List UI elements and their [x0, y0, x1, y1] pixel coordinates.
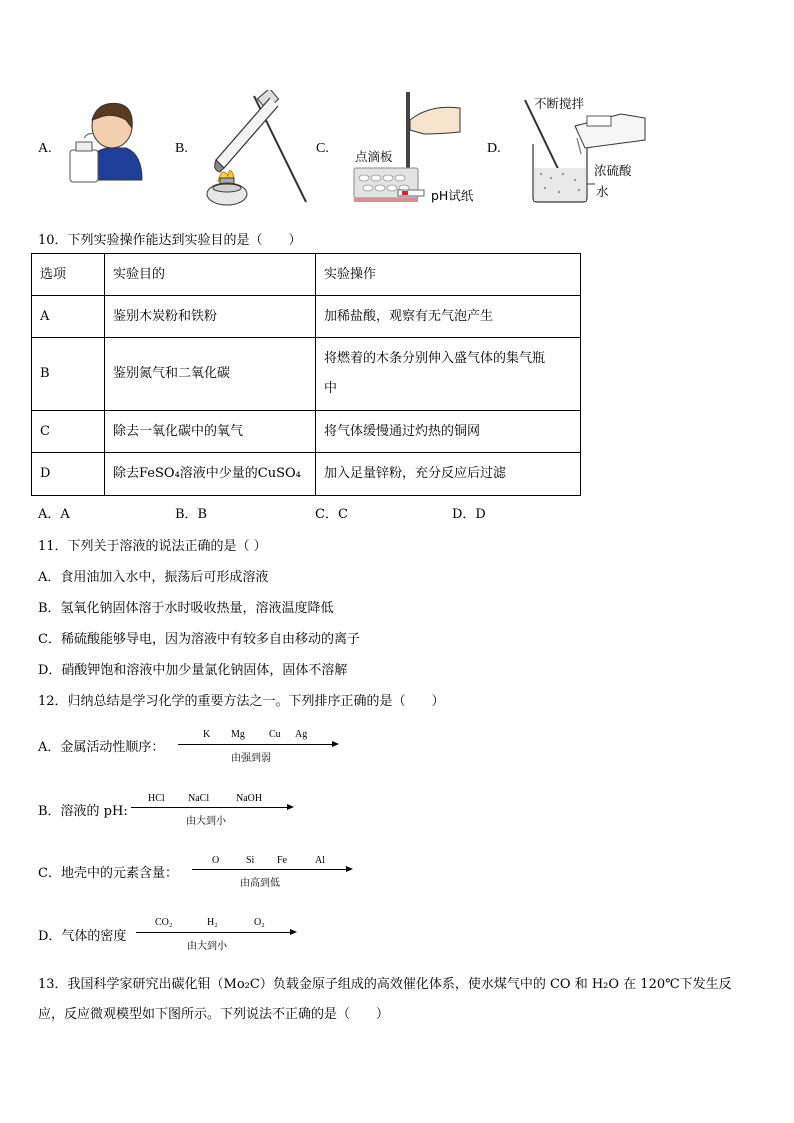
sequence-item: H₂: [207, 917, 218, 928]
q10-stem: 10．下列实验操作能达到实验目的是（ ）: [38, 233, 302, 248]
q9-option-a-label: A.: [38, 141, 52, 156]
order-caption: 由大到小: [187, 941, 227, 952]
header-option: 选项: [32, 254, 105, 296]
sequence-item: Si: [246, 855, 255, 866]
arrow-head-icon: [290, 929, 297, 935]
q13-stem-line-1: 13．我国科学家研究出碳化钼（Mo₂C）负载金原子组成的高效催化体系，使水煤气中的 CO 和 H₂O 在 120℃下发生反: [38, 977, 732, 992]
table-row: [32, 296, 581, 338]
arrow-line: [192, 869, 346, 870]
water-label: 水: [596, 184, 609, 199]
q9-option-d-label: D.: [487, 141, 501, 156]
row-operation: 加稀盐酸，观察有无气泡产生: [316, 296, 581, 338]
q12-stem: 12．归纳总结是学习化学的重要方法之一。下列排序正确的是（ ）: [38, 694, 445, 709]
conc-acid-label: 浓硫酸: [594, 163, 632, 178]
arrow-line: [178, 744, 332, 745]
stir-label: 不断搅拌: [534, 96, 585, 111]
sequence-item: CO₂: [155, 917, 173, 928]
q9-option-b-label: B.: [175, 141, 188, 156]
q9-option-c-label: C.: [316, 141, 329, 156]
sequence-item: K: [203, 729, 211, 740]
ph-paper-label: pH试纸: [431, 188, 474, 203]
q11-option-b[interactable]: B．氢氧化钠固体溶于水时吸收热量，溶液温度降低: [38, 601, 334, 616]
row-option: B: [32, 338, 105, 411]
sequence-item: Cu: [269, 729, 281, 740]
option-label: B．溶液的 pH:: [38, 804, 128, 819]
arrow-line: [136, 932, 290, 933]
row-operation: 将燃着的木条分别伸入盛气体的集气瓶中: [316, 338, 581, 411]
row-purpose: 除去FeSO₄溶液中少量的CuSO₄: [105, 453, 316, 496]
header-purpose: 实验目的: [105, 254, 316, 296]
row-purpose: 除去一氧化碳中的氧气: [105, 411, 316, 453]
q10-choice-c[interactable]: C．C: [315, 507, 348, 522]
sequence-item: Fe: [277, 855, 287, 866]
sequence-item: O: [212, 855, 220, 866]
q11-option-c[interactable]: C．稀硫酸能够导电，因为溶液中有较多自由移动的离子: [38, 632, 360, 647]
arrow-head-icon: [332, 741, 339, 747]
q11-option-a[interactable]: A．食用油加入水中，振荡后可形成溶液: [38, 570, 269, 585]
row-option: C: [32, 411, 105, 453]
order-caption: 由高到低: [240, 878, 280, 889]
sequence-item: NaCl: [188, 793, 210, 804]
q10-table: [31, 253, 581, 496]
test-tube-heating-image: [198, 90, 316, 210]
person-smelling-bottle-image: [68, 98, 146, 184]
arrow-head-icon: [287, 804, 294, 810]
option-label: C．地壳中的元素含量：: [38, 866, 178, 881]
row-operation: 加入足量锌粉，充分反应后过滤: [316, 453, 581, 496]
row-operation: 将气体缓慢通过灼热的铜网: [316, 411, 581, 453]
table-row: [32, 411, 581, 453]
arrow-head-icon: [346, 866, 353, 872]
q13-stem-line-2: 应，反应微观模型如下图所示。下列说法不正确的是（ ）: [38, 1007, 390, 1022]
row-purpose: 鉴别氮气和二氧化碳: [105, 338, 316, 411]
sequence-item: HCl: [148, 793, 165, 804]
option-label: A．金属活动性顺序：: [38, 740, 165, 755]
table-header-row: [32, 254, 581, 296]
header-operation: 实验操作: [316, 254, 581, 296]
sequence-item: NaOH: [236, 793, 263, 804]
table-row: [32, 338, 581, 411]
row-purpose: 鉴别木炭粉和铁粉: [105, 296, 316, 338]
row-option: D: [32, 453, 105, 496]
order-caption: 由强到弱: [231, 753, 271, 764]
q11-stem: 11．下列关于溶液的说法正确的是（ ）: [38, 539, 267, 554]
q10-choice-d[interactable]: D．D: [452, 507, 486, 522]
sequence-item: O₂: [254, 917, 265, 928]
row-option: A: [32, 296, 105, 338]
sequence-item: Ag: [295, 729, 308, 740]
q10-choice-a[interactable]: A．A: [38, 507, 70, 522]
sequence-item: Al: [315, 855, 325, 866]
q11-option-d[interactable]: D．硝酸钾饱和溶液中加少量氯化钠固体，固体不溶解: [38, 663, 348, 678]
q10-choice-b[interactable]: B．B: [175, 507, 208, 522]
sequence-item: Mg: [231, 729, 245, 740]
table-row: [32, 453, 581, 496]
option-label: D．气体的密度: [38, 929, 127, 944]
arrow-line: [131, 807, 287, 808]
spot-plate-label: 点滴板: [355, 149, 393, 164]
order-caption: 由大到小: [186, 816, 226, 827]
